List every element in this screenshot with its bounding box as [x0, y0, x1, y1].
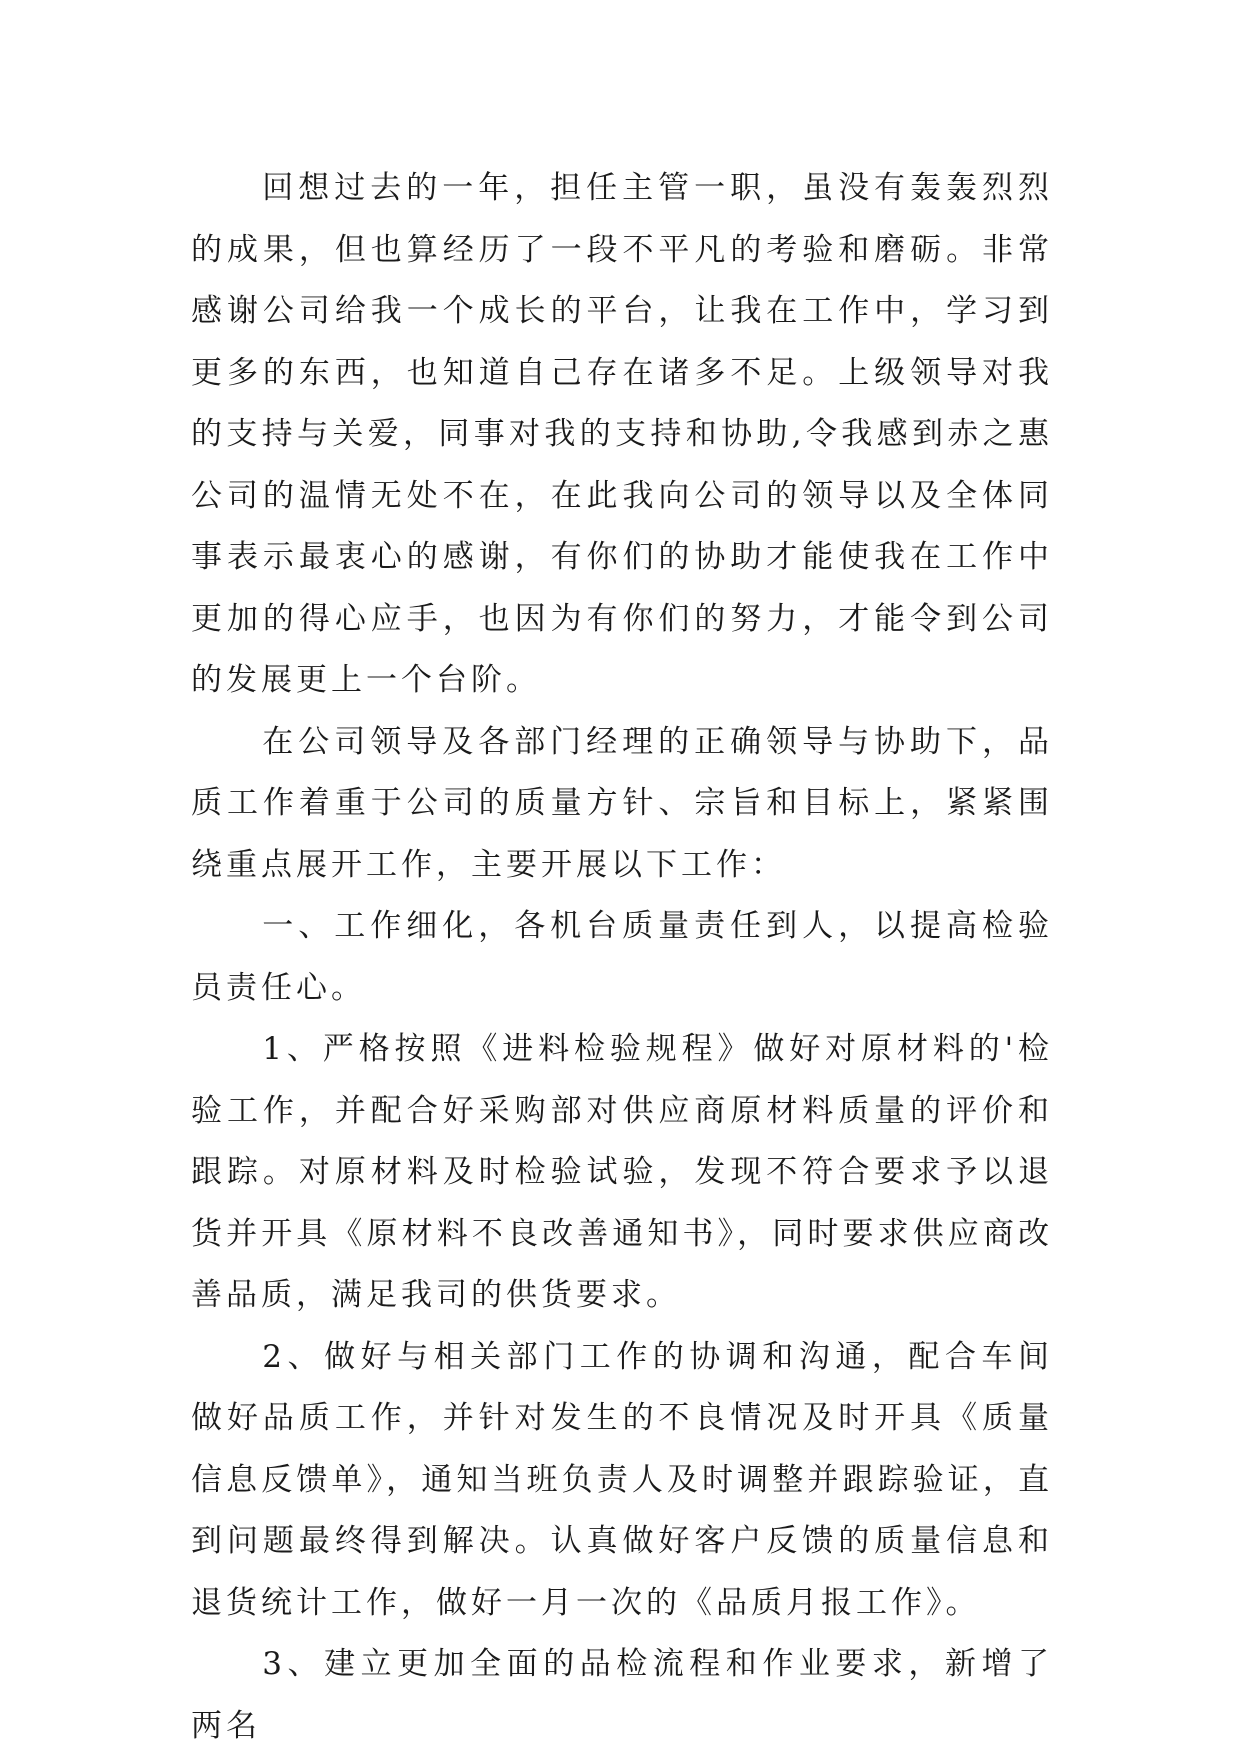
paragraph-item-2: 2、做好与相关部门工作的协调和沟通，配合车间做好品质工作，并针对发生的不良情况及时开具《质量信息反馈单》，通知当班负责人及时调整并跟踪验证，直到问题最终得到解决。认真做好客户反馈的质量信息和退货统计工作，做好一月一次的《品质月报工作》。: [191, 1338, 1053, 1621]
document-body: [191, 158, 1053, 1757]
paragraph-intro: 回想过去的一年，担任主管一职，虽没有轰轰烈烈的成果，但也算经历了一段不平凡的考验和磨砺。非常感谢公司给我一个成长的平台，让我在工作中，学习到更多的东西，也知道自己存在诸多不足。上级领导对我的支持与关爱，同事对我的支持和协助,令我感到赤之惠公司的温情无处不在，在此我向公司的领导以及全体同事表示最衷心的感谢，有你们的协助才能使我在工作中更加的得心应手，也因为有你们的努力，才能令到公司的发展更上一个台阶。: [191, 170, 1053, 698]
section-heading-1: 一、工作细化，各机台质量责任到人，以提高检验员责任心。: [191, 908, 1053, 1006]
paragraph-item-3: 3、建立更加全面的品检流程和作业要求，新增了两名: [191, 1646, 1053, 1744]
paragraph-overview: 在公司领导及各部门经理的正确领导与协助下，品质工作着重于公司的质量方针、宗旨和目标上，紧紧围绕重点展开工作，主要开展以下工作：: [191, 723, 1053, 883]
paragraph-item-1: 1、严格按照《进料检验规程》做好对原材料的'检验工作，并配合好采购部对供应商原材料质量的评价和跟踪。对原材料及时检验试验，发现不符合要求予以退货并开具《原材料不良改善通知书》，同时要求供应商改善品质，满足我司的供货要求。: [191, 1031, 1053, 1313]
